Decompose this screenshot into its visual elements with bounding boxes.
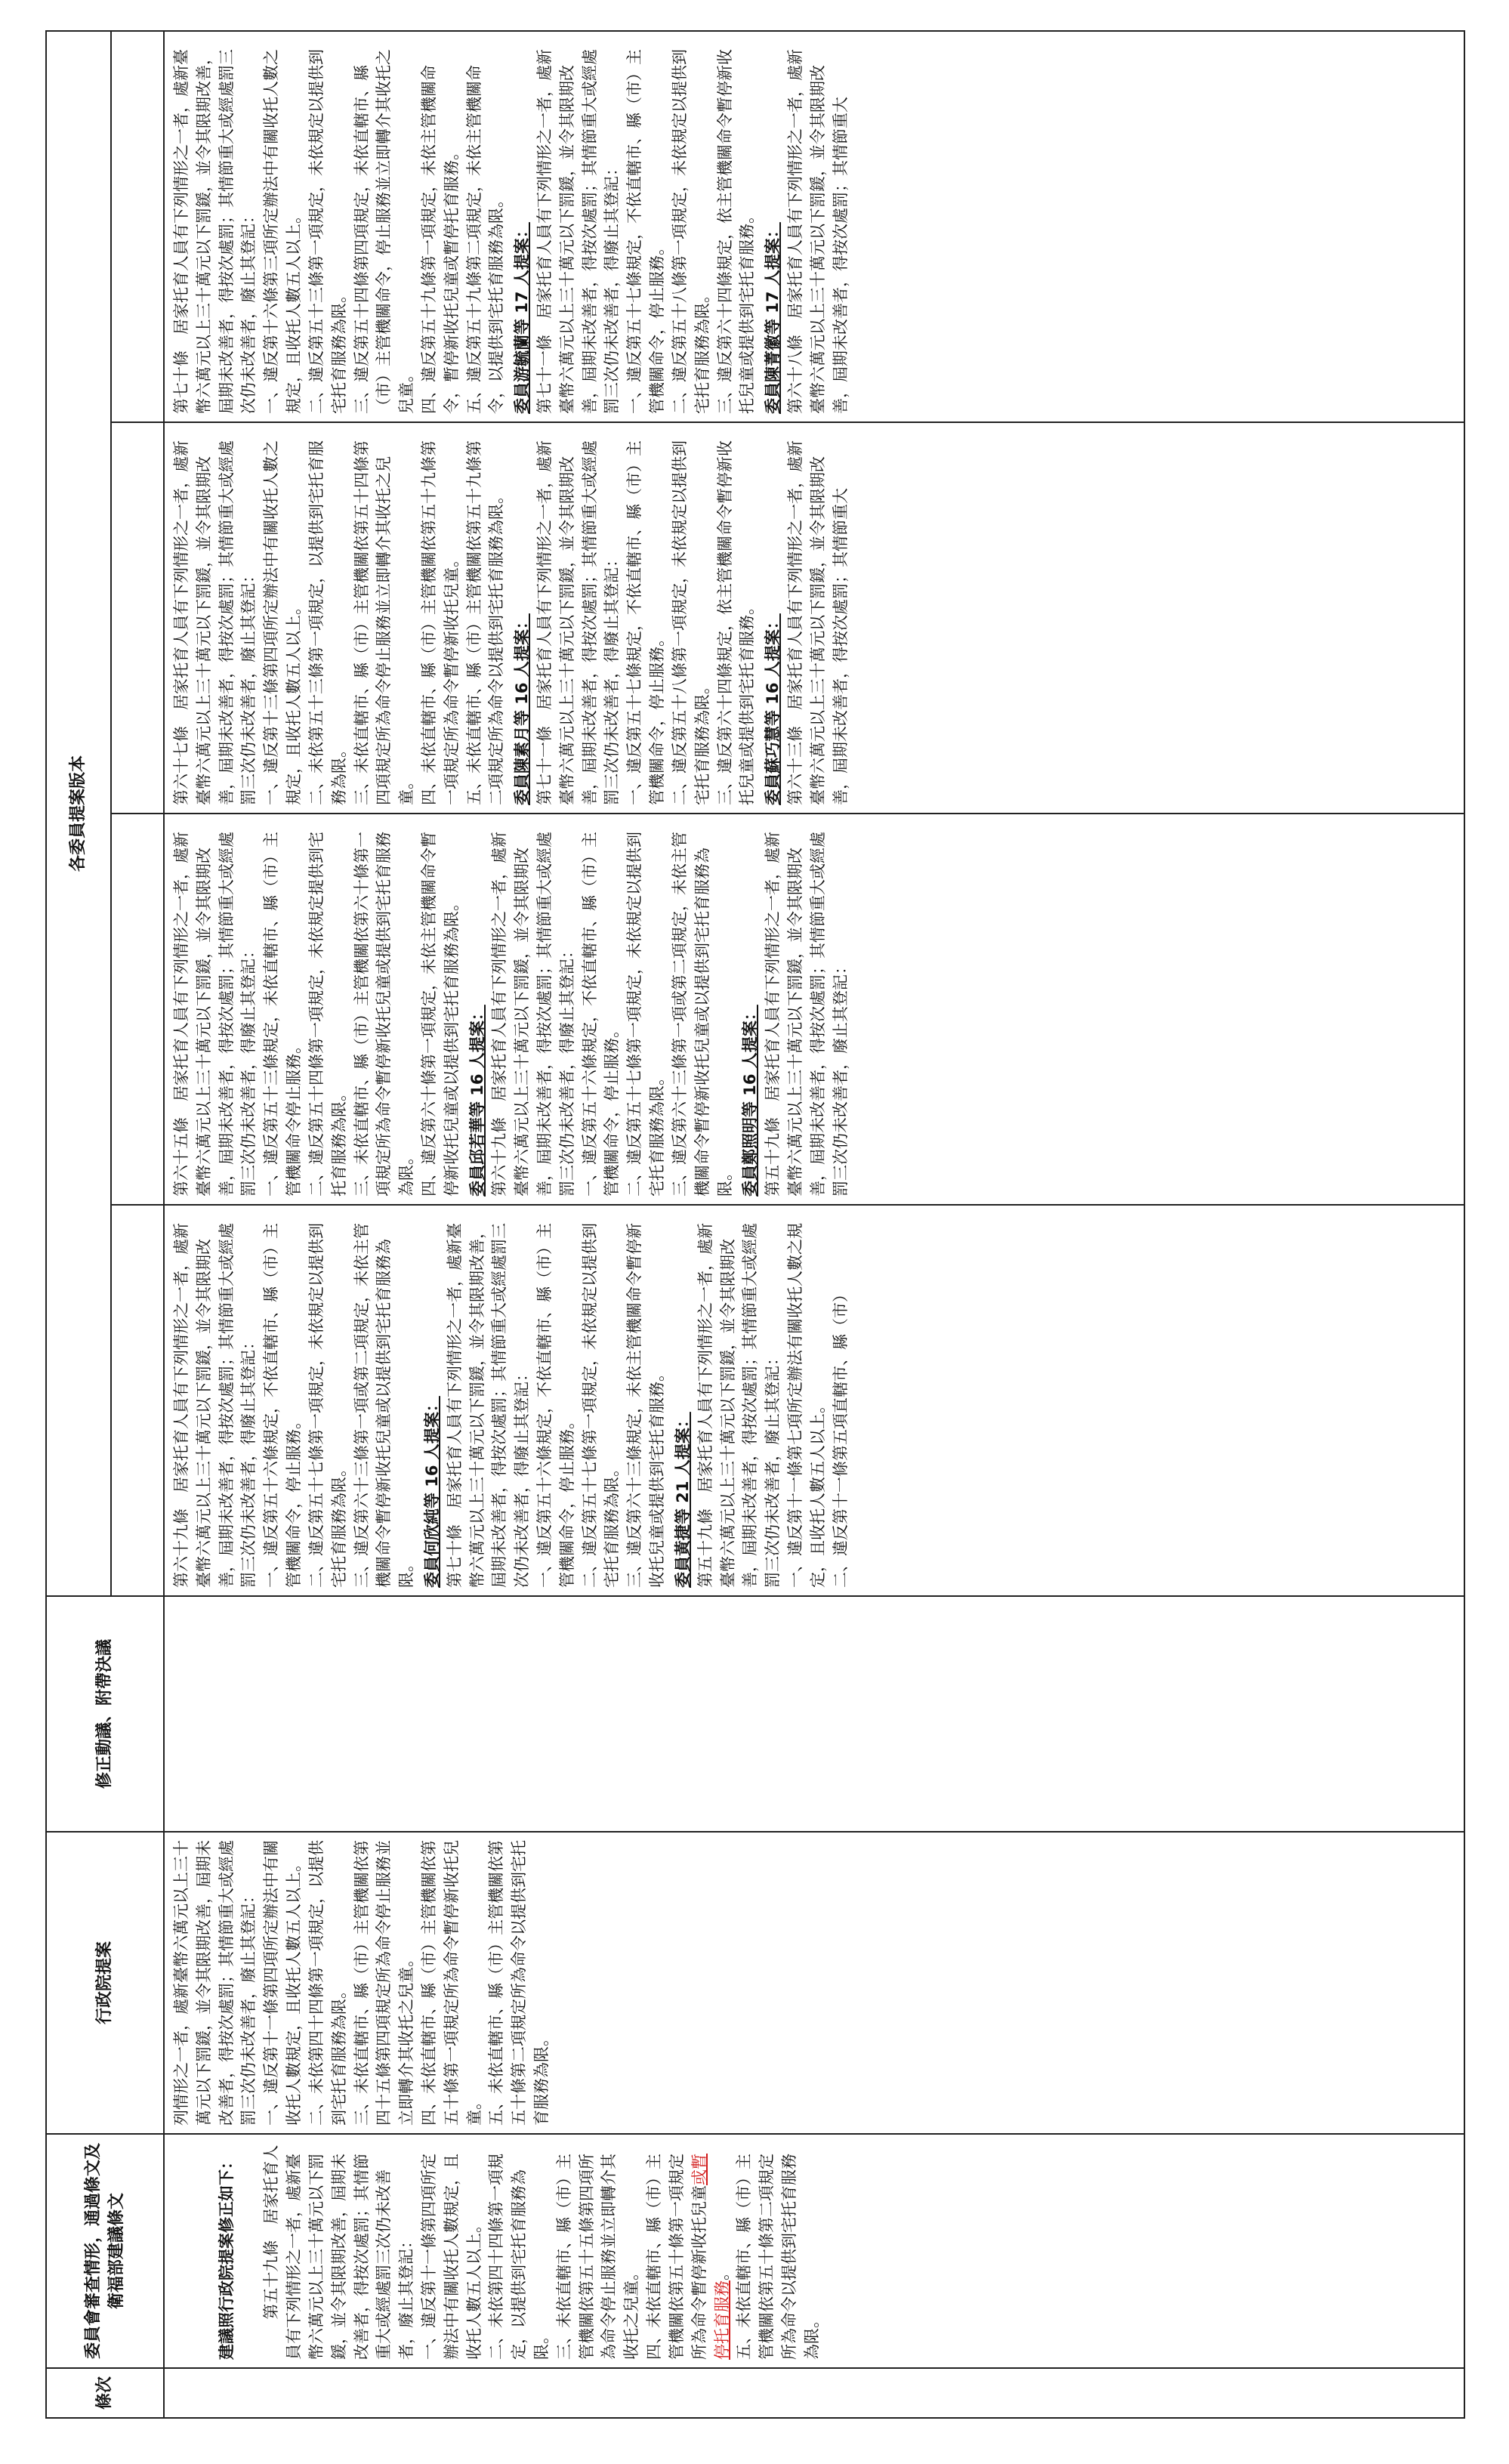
committee-cell <box>164 2134 1464 2368</box>
proposal-body: 第六十八條 居家托育人員有下列情形之一者，處新臺幣六萬元以上三十萬元以下罰鍰，並令其限期改善，屆期未改善者，得按次處罰；其情節重大 <box>785 49 850 414</box>
header-article: 條次 <box>46 2368 164 2418</box>
member-proposal <box>171 1213 418 1588</box>
members-col-2 <box>164 814 1464 1205</box>
header-members-sub <box>111 31 164 422</box>
proposal-body: 第七十條 居家托育人員有下列情形之一者，處新臺幣六萬元以上三十萬元以下罰鍰，並令其限期改善，屆期未改善者，得按次處罰；其情節重大或經處罰三次仍未改善者，得廢止其登記： 一、違反第五十六條規定，不依直轄市、縣（市）主管機關命令，停止服務。 二、違反第五十七條第一項規定，未依規定以提供到宅托育服務為限。 三、違反第六十三條規定，未依主管機關命令暫停新收托兒童或提供到宅托育服務。 <box>445 1223 667 1588</box>
proposal-body: 第五十九條 居家托育人員有下列情形之一者，處新臺幣六萬元以上三十萬元以下罰鍰，並令其限期改善，屆期未改善者，得按次處罰；其情節重大或經處罰三次仍未改善者，廢止其登記： <box>764 832 850 1196</box>
proposal-body: 第六十七條 居家托育人員有下列情形之一者，處新臺幣六萬元以上三十萬元以下罰鍰，並令其限期改善，屆期未改善者，得按次處罰；其情節重大或經處罰三次仍未改善者，廢止其登記： 一、違反第十三條第四項所定辦法中有關收托人數之規定，且收托人數五人以上。 二、未依第五十三條第一項規定，以提供到宅托育服務為限。 三、未依直轄市、縣（市）主管機關依第五十四條第四項規定所為命令停止服務並立即轉介其收托之兒童。 四、未依直轄市、縣（市）主管機關依第五十九條第一項規定所為命令暫停新收托兒童。 五、未依直轄市、縣（市）主管機關依第五十九條第二項規定所為命令以提供到宅托育服務為限。 <box>172 440 506 805</box>
committee-highlight: 或暫停托育服務 <box>690 2154 731 2360</box>
member-proposal <box>739 822 852 1196</box>
proposal-body: 第六十五條 居家托育人員有下列情形之一者，處新臺幣六萬元以上三十萬元以下罰鍰，並令其限期改善，屆期未改善者，得按次處罰；其情節重大或經處罰三次仍未改善者，得廢止其登記： 一、違反第五十三條規定，未依直轄市、縣（市）主管機關命令停止服務。 二、違反第五十四條第一項規定，未依規定提供到宅托育服務為限。 三、未依直轄市、縣（市）主管機關依第六十條第一項規定所為命令暫停新收托兒童或提供到宅托育服務為限。 四、違反第六十條第一項規定，未依主管機關命令暫停新收托兒童或以提供到宅托育服務為限。 <box>172 832 461 1196</box>
member-proposal <box>171 39 508 414</box>
members-col-3 <box>164 422 1464 814</box>
proposal-title: 委員邱若華等 16 人提案： <box>468 1005 486 1196</box>
header-members-sub <box>111 814 164 1205</box>
header-members: 各委員提案版本 <box>46 31 111 1596</box>
article-cell <box>164 2368 1464 2418</box>
committee-text-end: 。 五、未依直轄市、縣（市）主管機關依第五十條第二項規定所為命令以提供到宅托育服務為限。 <box>712 2154 821 2360</box>
proposal-body: 第五十九條 居家托育人員有下列情形之一者，處新臺幣六萬元以上三十萬元以下罰鍰，並令其限期改善，屆期未改善者，得按次處罰；其情節重大或經處罰三次仍未改善者，廢止其登記： 一、違反第十一條第七項所定辦法有關收托人數之規定，且收托人數五人以上。 二、違反第十一條第五項直轄市、縣（市） <box>696 1223 850 1588</box>
amend-text <box>171 1604 1458 1823</box>
proposal-title: 委員游毓蘭等 17 人提案： <box>513 222 532 414</box>
members-col-1 <box>164 1205 1464 1596</box>
proposal-body: 第七十一條 居家托育人員有下列情形之一者，處新臺幣六萬元以上三十萬元以下罰鍰，並令其限期改善，屆期未改善者，得按次處罰；其情節重大或經處罰三次仍未改善者，得廢止其登記： 一、違反第五十七條規定，不依直轄市、縣（市）主管機關命令，停止服務。 二、違反第五十八條第一項規定，未依規定以提供到宅托育服務為限。 三、違反第六十四條規定，依主管機關命令暫停新收托兒童或提供到宅托育服務。 <box>535 440 757 805</box>
member-proposal <box>467 822 737 1196</box>
proposal-body: 第七十一條 居家托育人員有下列情形之一者，處新臺幣六萬元以上三十萬元以下罰鍰，並令其限期改善，屆期未改善者，得按次處罰；其情節重大或經處罰三次仍未改善者，得廢止其登記： 一、違反第五十七條規定，不依直轄市、縣（市）主管機關命令，停止服務。 二、違反第五十八條第一項規定，未依規定以提供到宅托育服務為限。 三、違反第六十四條規定，依主管機關命令暫停新收托兒童或提供到宅托育服務。 <box>535 49 757 414</box>
proposal-title: 委員陳菁徽等 17 人提案： <box>764 222 782 414</box>
amend-cell <box>164 1596 1464 1832</box>
member-proposal <box>171 431 508 805</box>
proposal-body: 第六十三條 居家托育人員有下列情形之一者，處新臺幣六萬元以上三十萬元以下罰鍰，並令其限期改善，屆期未改善者，得按次處罰；其情節重大 <box>785 440 850 805</box>
proposal-body: 第六十九條 居家托育人員有下列情形之一者，處新臺幣六萬元以上三十萬元以下罰鍰，並令其限期改善，屆期未改善者，得按次處罰；其情節重大或經處罰三次仍未改善者，得廢止其登記： 一、違反第五十六條規定，不依直轄市、縣（市）主管機關命令，停止服務。 二、違反第五十七條第一項規定，未依規定以提供到宅托育服務為限。 三、違反第六十三條第一項或第二項規定，未依主管機關命令暫停新收托兒童或以提供到宅托育服務為限。 <box>172 1223 416 1588</box>
member-proposal <box>762 431 852 805</box>
proposal-title: 委員黃捷等 21 人提案： <box>673 1412 692 1588</box>
member-proposal <box>672 1213 853 1588</box>
member-proposal <box>762 39 852 414</box>
members-col-4 <box>164 31 1464 422</box>
header-committee: 委員會審查情形，通過條文及衛福部建議條文 <box>46 2134 164 2368</box>
header-amend: 修正動議、附帶決議 <box>46 1596 164 1832</box>
member-proposal <box>171 822 464 1196</box>
executive-text: 列情形之一者，處新臺幣六萬元以上三十萬元以下罰鍰，並令其限期改善，屆期未改善者，得按次處罰；其情節重大或經處罰三次仍未改善者，廢止其登記： 一、違反第十一條第四項所定辦法中有關收托人數規定，且收托人數五人以上。 二、未依第四十四條第一項規定，以提供到宅托育服務為限。 三、未依直轄市、縣（市）主管機關依第四十五條第四項規定所為命令停止服務並立即轉介其收托之兒童。 四、未依直轄市、縣（市）主管機關依第五十條第一項規定所為命令暫停新收托兒童。 五、未依直轄市、縣（市）主管機關依第五十條第二項規定所為命令以提供到宅托育服務為限。 <box>172 1840 551 2126</box>
proposal-title: 委員陳素月等 16 人提案： <box>513 613 532 805</box>
proposal-body: 第六十九條 居家托育人員有下列情形之一者，處新臺幣六萬元以上三十萬元以下罰鍰，並令其限期改善，屆期未改善者，得按次處罰；其情節重大或經處罰三次仍未改善者，得廢止其登記： 一、違反第五十六條規定，不依直轄市、縣（市）主管機關命令，停止服務。 二、違反第五十七條第一項規定，未依規定以提供到宅托育服務為限。 三、違反第六十三條第一項或第二項規定，未依主管機關命令暫停新收托兒童或以提供到宅托育服務為限。 <box>490 832 734 1196</box>
proposal-title: 委員何欣純等 16 人提案： <box>422 1396 441 1588</box>
member-proposal <box>511 39 759 414</box>
proposal-body: 第七十條 居家托育人員有下列情形之一者，處新臺幣六萬元以上三十萬元以下罰鍰，並令其限期改善，屆期未改善者，得按次處罰；其情節重大或經處罰三次仍未改善者，廢止其登記： 一、違反第十六條第三項所定辦法中有關收托人數之規定，且收托人數五人以上。 二、違反第五十三條第一項規定，未依規定以提供到宅托育服務為限。 三、違反第五十四條第四項規定，未依直轄市、縣（市）主管機關命令，停止服務並立即轉介其收托之兒童。 四、違反第五十九條第一項規定，未依主管機關命令，暫停新收托兒童或暫停托育服務。 五、違反第五十九條第二項規定，未依主管機關命令，以提供到宅托育服務為限。 <box>172 49 506 414</box>
member-proposal <box>421 1213 669 1588</box>
committee-lead: 建議照行政院提案修正如下： <box>217 2154 236 2360</box>
comparison-table <box>45 30 1465 2419</box>
header-members-sub <box>111 1205 164 1596</box>
proposal-title: 委員鄭照明等 16 人提案： <box>741 1005 760 1196</box>
header-executive: 行政院提案 <box>46 1832 164 2134</box>
executive-cell <box>164 1832 1464 2134</box>
member-proposal <box>511 431 759 805</box>
committee-text: 第五十九條 居家托育人員有下列情形之一者，處新臺幣六萬元以上三十萬元以下罰鍰，並令其限期改善，屆期未改善者，得按次處罰；其情節重大或經處罰三次仍未改善者，廢止其登記： 一、違反第十一條第四項所定辦法中有關收托人數規定，且收托人數五人以上。 二、未依第四十四條第一項規定，以提供到宅托育服務為限。 三、未依直轄市、縣（市）主管機關依第五十五條第四項所為命令停止服務並立即轉介其收托之兒童。 四、未依直轄市、縣（市）主管機關依第五十條第一項規定所為命令暫停新收托兒童 <box>262 2144 708 2360</box>
header-members-sub <box>111 422 164 814</box>
proposal-title: 委員蘇巧慧等 16 人提案： <box>764 613 782 805</box>
